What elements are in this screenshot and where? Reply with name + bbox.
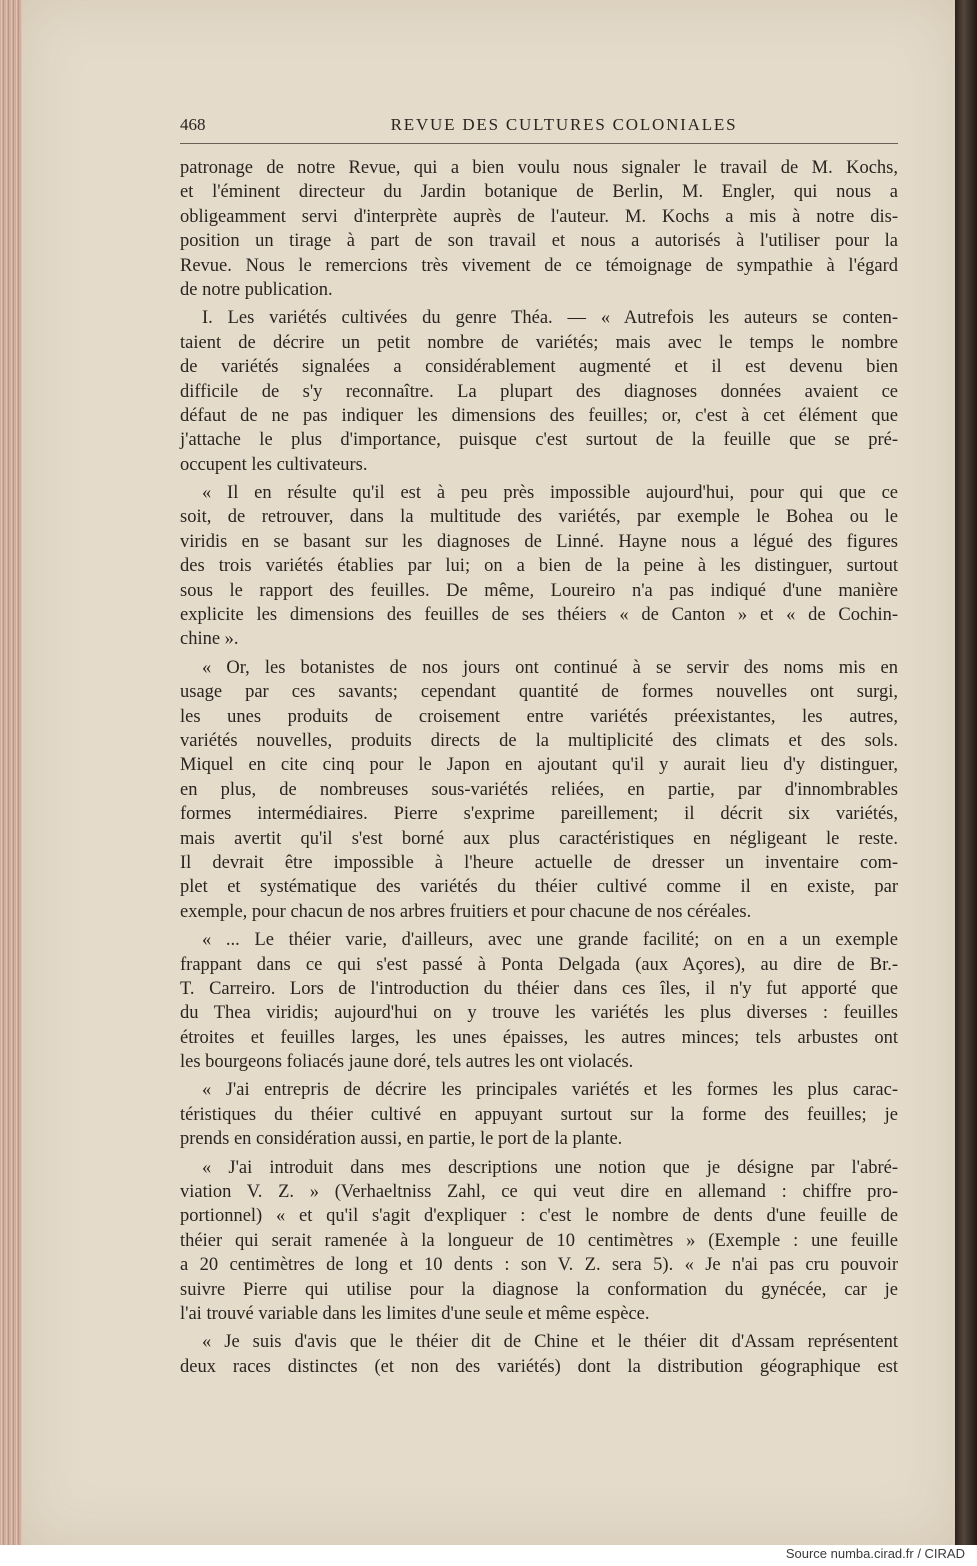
text-line: « Je suis d'avis que le théier dit de Chine et le théier dit d'Assam représentent — [202, 1332, 898, 1353]
text-line: de variétés signalées a considérablement augmenté et il est devenu bien — [180, 357, 898, 378]
text-line: T. Carreiro. Lors de l'introduction du théier dans ces îles, il n'y fut apporté que — [180, 978, 898, 999]
text-line: de notre publication. — [180, 279, 333, 300]
text-line: étroites et feuilles larges, les unes épaisses, les autres minces; tels arbustes ont — [180, 1027, 898, 1048]
text-line: en plus, de nombreuses sous-variétés reliées, en partie, par d'innombrables — [180, 779, 898, 800]
text-line: deux races distinctes (et non des variétés) dont la distribution géographique est — [180, 1356, 898, 1377]
text-line: j'attache le plus d'importance, puisque c'est surtout de la feuille que se pré- — [180, 430, 898, 451]
text-line: les bourgeons foliacés jaune doré, tels autres les ont violacés. — [180, 1052, 634, 1073]
text-line: viation V. Z. » (Verhaeltniss Zahl, ce qui veut dire en allemand : chiffre pro- — [180, 1182, 898, 1203]
page-number: 468 — [180, 115, 206, 134]
article-body — [180, 156, 898, 1379]
source-credit: Source numba.cirad.fr / CIRAD — [785, 1546, 965, 1561]
text-line: obligeamment servi d'interprète auprès de l'auteur. M. Kochs a mis à notre dis- — [180, 206, 898, 227]
text-line: chine ». — [180, 629, 239, 650]
text-line: occupent les cultivateurs. — [180, 454, 368, 475]
book-cover-edge — [955, 0, 977, 1545]
text-line: « Il en résulte qu'il est à peu près impossible aujourd'hui, pour qui que ce — [202, 483, 898, 504]
text-line: des trois variétés établies par lui; on a bien de la peine à les distinguer, surtout — [180, 556, 898, 577]
header-rule — [180, 143, 898, 144]
text-line: a 20 centimètres de long et 10 dents : son V. Z. sera 5). « Je n'ai pas cru pouvoir — [180, 1255, 898, 1276]
text-line: portionnel) « et qu'il s'agit d'expliquer : c'est le nombre de dents d'une feuille de — [180, 1206, 898, 1227]
text-line: formes intermédiaires. Pierre s'exprime pareillement; il décrit six variétés, — [180, 804, 898, 825]
text-line: plet et systématique des variétés du théier cultivé comme il en existe, par — [180, 877, 898, 898]
text-line: et l'éminent directeur du Jardin botanique de Berlin, M. Engler, qui nous a — [180, 182, 898, 203]
text-line: « ... Le théier varie, d'ailleurs, avec une grande facilité; on en a un exemple — [202, 930, 898, 951]
text-line: variétés nouvelles, produits directs de la multiplicité des climats et des sols. — [180, 730, 898, 751]
text-line: sous le rapport des feuilles. De même, Loureiro n'a pas indiqué d'une manière — [180, 580, 898, 601]
text-line: du Thea viridis; aujourd'hui on y trouve les variétés les plus diverses : feuilles — [180, 1003, 898, 1024]
text-line: taient de décrire un petit nombre de variétés; mais avec le temps le nombre — [180, 332, 898, 353]
text-line: exemple, pour chacun de nos arbres fruitiers et pour chacune de nos céréales. — [180, 901, 752, 922]
text-line: « Or, les botanistes de nos jours ont continué à se servir des noms mis en — [202, 657, 898, 678]
text-line: patronage de notre Revue, qui a bien voulu nous signaler le travail de M. Kochs, — [180, 158, 898, 178]
text-line: téristiques du théier cultivé en appuyant surtout sur la forme des feuilles; je — [180, 1104, 898, 1125]
text-line: l'ai trouvé variable dans les limites d'une seule et même espèce. — [180, 1303, 650, 1324]
text-line: les unes produits de croisement entre variétés préexistantes, les autres, — [180, 706, 898, 727]
text-line: difficile de s'y reconnaître. La plupart des diagnoses données avaient ce — [180, 381, 898, 402]
text-line: « J'ai entrepris de décrire les principales variétés et les formes les plus carac- — [202, 1080, 898, 1101]
text-line: position un tirage à part de son travail et nous a autorisés à l'utiliser pour la — [180, 231, 898, 252]
text-line: usage par ces savants; cependant quantité de formes nouvelles ont surgi, — [180, 682, 898, 703]
section-heading-line: I. Les variétés cultivées du genre Théa. — « Autrefois les auteurs se conten- — [202, 308, 898, 329]
text-line: défaut de ne pas indiquer les dimensions des feuilles; or, c'est à cet élément que — [180, 405, 898, 426]
text-line: « J'ai introduit dans mes descriptions une notion que je désigne par l'abré- — [202, 1157, 898, 1178]
journal-title: REVUE DES CULTURES COLONIALES — [390, 115, 738, 134]
text-line: mais avertit qu'il s'est borné aux plus caractéristiques en négligeant le reste. — [180, 828, 898, 849]
text-line: Il devrait être impossible à l'heure actuelle de dresser un inventaire com- — [180, 852, 898, 873]
text-line: prends en considération aussi, en partie, le port de la plante. — [180, 1129, 623, 1150]
running-head — [180, 115, 900, 139]
text-line: théier qui serait ramenée à la longueur de 10 centimètres » (Exemple : une feuille — [180, 1230, 898, 1251]
text-line: soit, de retrouver, dans la multitude des variétés, par exemple le Bohea ou le — [180, 507, 898, 528]
text-line: viridis en se basant sur les diagnoses de Linné. Hayne nous a légué des figures — [180, 531, 898, 552]
text-line: Miquel en cite cinq pour le Japon en ajoutant qu'il y aurait lieu d'y distinguer, — [180, 755, 898, 776]
text-line: frappant dans ce qui s'est passé à Ponta Delgada (aux Açores), au dire de Br.- — [180, 954, 898, 975]
book-page-edges — [0, 0, 24, 1545]
text-line: Revue. Nous le remercions très vivement de ce témoignage de sympathie à l'égard — [180, 255, 898, 276]
text-line: suivre Pierre qui utilise pour la diagnose la conformation du gynécée, car je — [180, 1279, 898, 1300]
text-line: explicite les dimensions des feuilles de ses théiers « de Canton » et « de Cochin- — [180, 605, 898, 626]
